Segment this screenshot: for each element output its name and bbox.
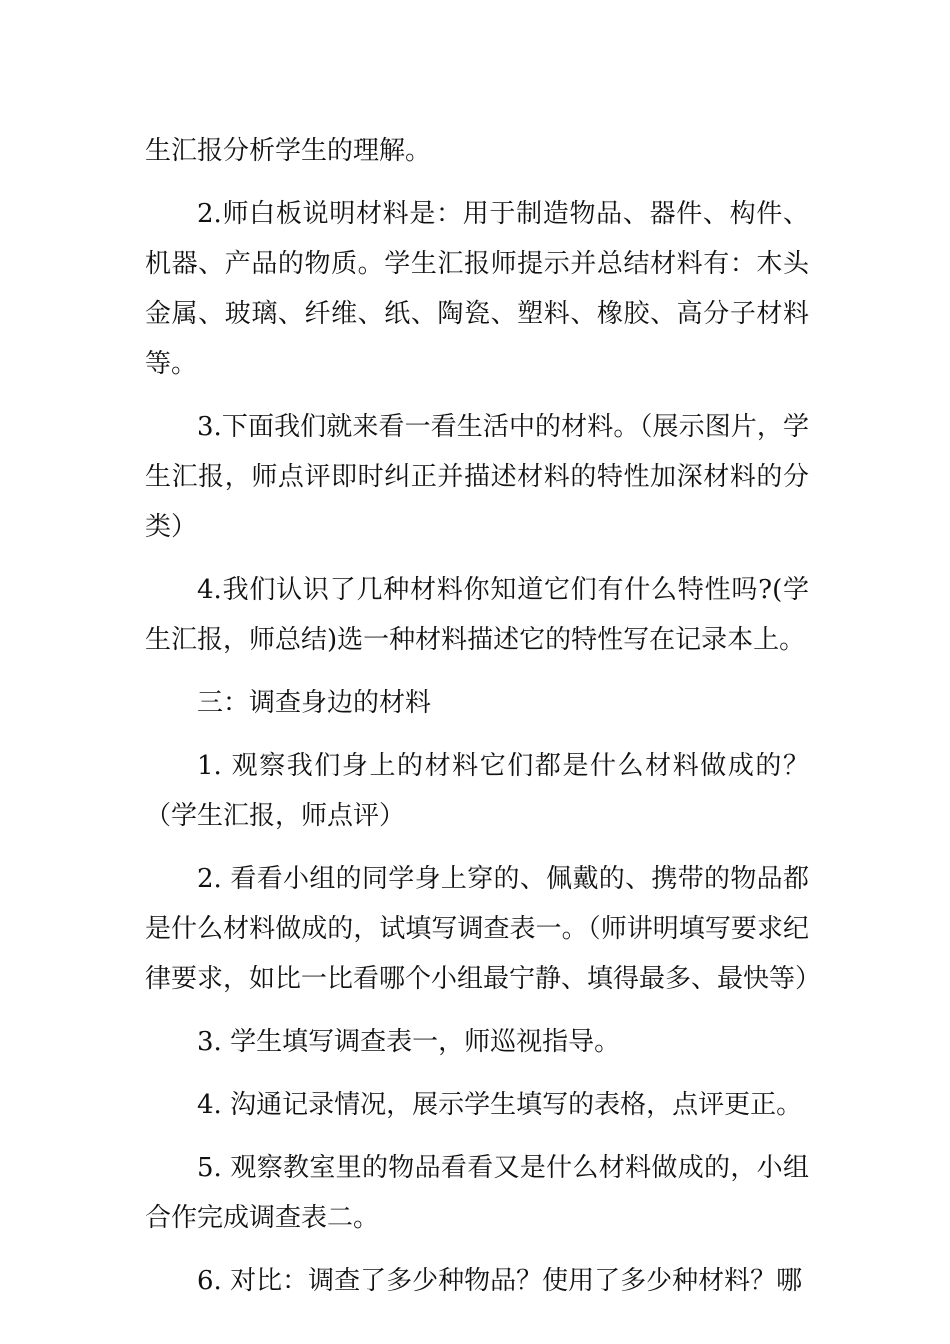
paragraph-item-4-material-properties: 4.我们认识了几种材料你知道它们有什么特性吗?(学生汇报，师总结)选一种材料描述它的特性写在记录本上。 (145, 575, 809, 655)
paragraph-survey-item-6: 6. 对比：调查了多少种物品？使用了多少种材料？哪 (197, 1266, 803, 1296)
paragraph-survey-item-5: 5. 观察教室里的物品看看又是什么材料做成的，小组合作完成调查表二。 (145, 1153, 809, 1233)
paragraph-survey-item-1: 1. 观察我们身上的材料它们都是什么材料做成的？（学生汇报，师点评） (145, 751, 809, 831)
paragraph-continuation: 生汇报分析学生的理解。 (145, 136, 432, 166)
paragraph-survey-item-3: 3. 学生填写调查表一，师巡视指导。 (197, 1027, 621, 1057)
paragraph-item-3-life-materials: 3.下面我们就来看一看生活中的材料。（展示图片，学生汇报，师点评即时纠正并描述材料的特性加深材料的分类） (145, 412, 809, 542)
paragraph-survey-item-2: 2. 看看小组的同学身上穿的、佩戴的、携带的物品都是什么材料做成的，试填写调查表一。（师讲明填写要求纪律要求，如比一比看哪个小组最宁静、填得最多、最快等） (145, 864, 822, 994)
paragraph-survey-item-4: 4. 沟通记录情况，展示学生填写的表格，点评更正。 (197, 1090, 803, 1120)
section-heading-survey: 三：调查身边的材料 (197, 688, 432, 718)
document-body (145, 126, 822, 1319)
paragraph-item-2-materials-definition: 2.师白板说明材料是：用于制造物品、器件、构件、机器、产品的物质。学生汇报师提示并总结材料有：木头金属、玻璃、纤维、纸、陶瓷、塑料、橡胶、高分子材料等。 (145, 199, 809, 379)
